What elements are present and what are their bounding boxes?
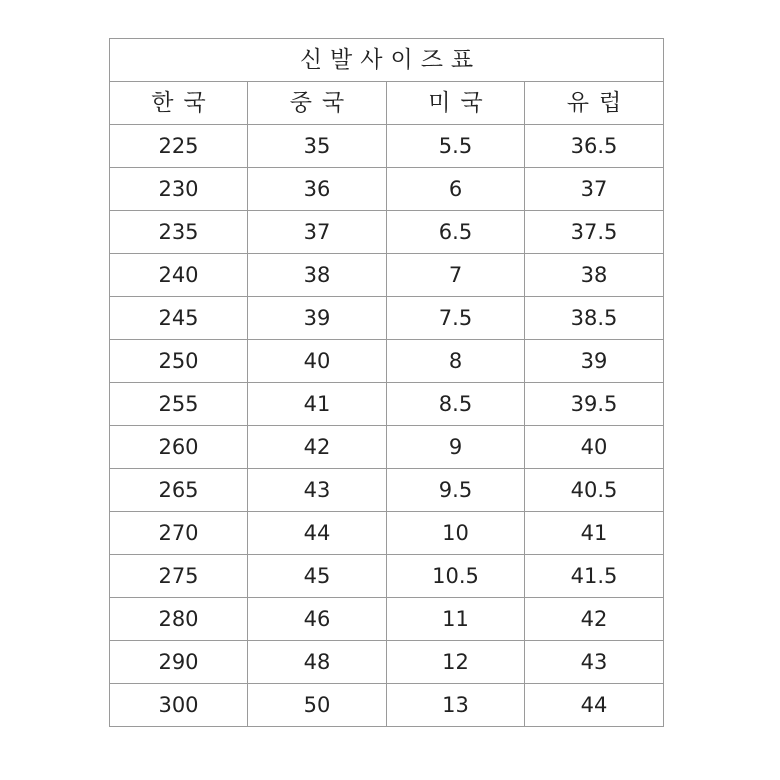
cell-korea: 250 [110,340,248,383]
cell-korea: 275 [110,555,248,598]
cell-china: 40 [248,340,387,383]
cell-europe: 41 [525,512,664,555]
cell-europe: 43 [525,641,664,684]
table-row [110,383,664,426]
cell-usa: 7.5 [387,297,525,340]
header-europe: 유럽 [525,82,664,125]
cell-usa: 5.5 [387,125,525,168]
cell-china: 48 [248,641,387,684]
cell-europe: 39 [525,340,664,383]
cell-usa: 12 [387,641,525,684]
table-body [110,125,664,727]
cell-usa: 10.5 [387,555,525,598]
header-korea: 한국 [110,82,248,125]
table-row [110,340,664,383]
cell-usa: 9.5 [387,469,525,512]
table-row [110,641,664,684]
table-row [110,254,664,297]
cell-usa: 10 [387,512,525,555]
cell-europe: 38 [525,254,664,297]
table-title: 신발사이즈표 [110,39,664,82]
header-row [110,82,664,125]
cell-china: 43 [248,469,387,512]
cell-usa: 9 [387,426,525,469]
header-china: 중국 [248,82,387,125]
shoe-size-table [109,38,664,727]
cell-usa: 7 [387,254,525,297]
cell-usa: 6.5 [387,211,525,254]
cell-europe: 40.5 [525,469,664,512]
cell-korea: 245 [110,297,248,340]
cell-china: 38 [248,254,387,297]
table-row [110,125,664,168]
cell-china: 42 [248,426,387,469]
table-row [110,168,664,211]
title-row [110,39,664,82]
cell-china: 41 [248,383,387,426]
cell-korea: 270 [110,512,248,555]
table-row [110,555,664,598]
cell-europe: 41.5 [525,555,664,598]
cell-usa: 13 [387,684,525,727]
cell-china: 39 [248,297,387,340]
cell-china: 45 [248,555,387,598]
cell-korea: 230 [110,168,248,211]
table-row [110,598,664,641]
cell-china: 50 [248,684,387,727]
cell-europe: 40 [525,426,664,469]
cell-europe: 38.5 [525,297,664,340]
cell-europe: 39.5 [525,383,664,426]
table-row [110,512,664,555]
cell-korea: 260 [110,426,248,469]
cell-europe: 36.5 [525,125,664,168]
cell-europe: 44 [525,684,664,727]
cell-usa: 11 [387,598,525,641]
table-row [110,469,664,512]
cell-usa: 6 [387,168,525,211]
cell-china: 44 [248,512,387,555]
cell-china: 46 [248,598,387,641]
cell-korea: 225 [110,125,248,168]
table-row [110,684,664,727]
table-row [110,426,664,469]
table-row [110,297,664,340]
table-row [110,211,664,254]
cell-china: 37 [248,211,387,254]
cell-korea: 280 [110,598,248,641]
cell-usa: 8 [387,340,525,383]
cell-europe: 42 [525,598,664,641]
cell-europe: 37.5 [525,211,664,254]
cell-korea: 235 [110,211,248,254]
cell-china: 36 [248,168,387,211]
cell-korea: 290 [110,641,248,684]
cell-europe: 37 [525,168,664,211]
cell-korea: 255 [110,383,248,426]
cell-usa: 8.5 [387,383,525,426]
cell-korea: 300 [110,684,248,727]
cell-china: 35 [248,125,387,168]
cell-korea: 240 [110,254,248,297]
header-usa: 미국 [387,82,525,125]
cell-korea: 265 [110,469,248,512]
